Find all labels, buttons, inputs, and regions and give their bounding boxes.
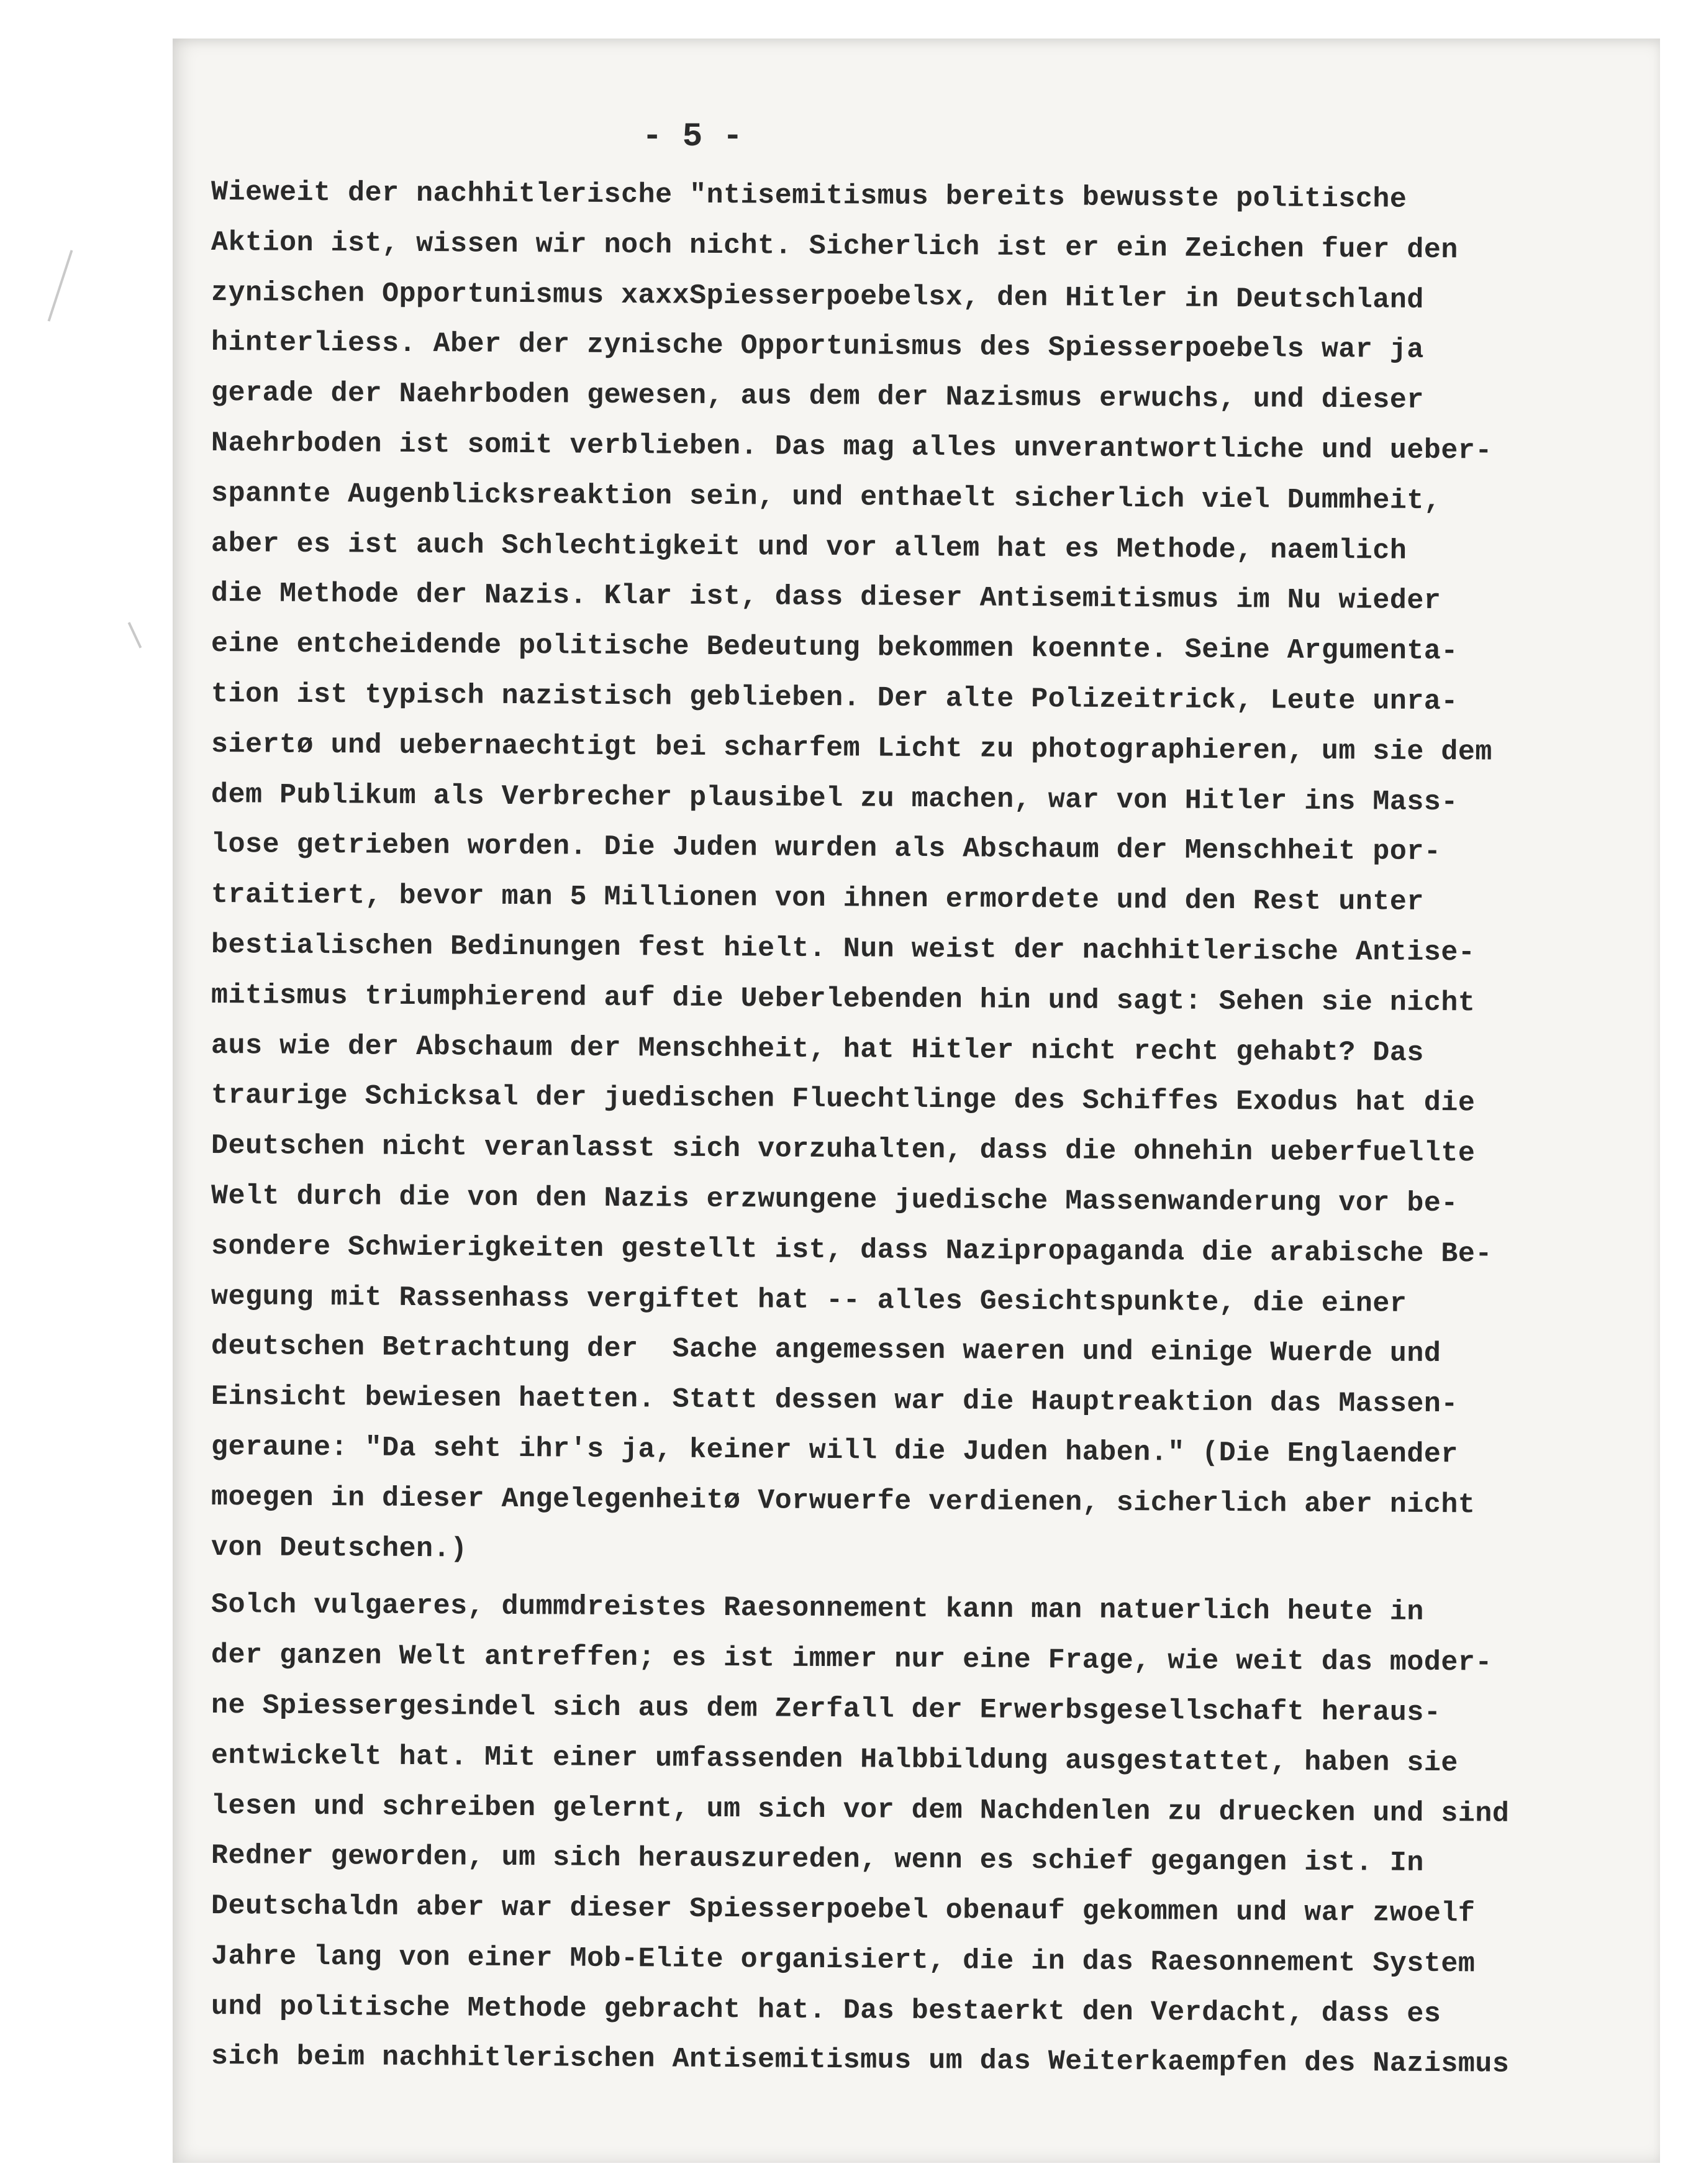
text-line: Redner geworden, um sich herauszureden, wenn es schief gegangen ist. In	[211, 1840, 1424, 1880]
margin-mark	[128, 622, 142, 648]
text-line: moegen in dieser Angelegenheitø Vorwuerfe verdienen, sicherlich aber nicht	[211, 1481, 1476, 1521]
text-line: siertø und uebernaechtigt bei scharfem Licht zu photographieren, um sie dem	[211, 728, 1492, 768]
text-line: entwickelt hat. Mit einer umfassenden Halbbildung ausgestattet, haben sie	[211, 1739, 1458, 1779]
text-line: der ganzen Welt antreffen; es ist immer nur eine Frage, wie weit das moder-	[211, 1639, 1492, 1679]
text-line: Welt durch die von den Nazis erzwungene juedische Massenwanderung vor be-	[211, 1180, 1458, 1220]
page-number: - 5 -	[642, 118, 743, 156]
text-line: deutschen Betrachtung der Sache angemessen waeren und einige Wuerde und	[211, 1331, 1441, 1370]
text-line: zynischen Opportunismus xaxxSpiesserpoebelsx, den Hitler in Deutschland	[211, 276, 1424, 316]
text-line: ne Spiessergesindel sich aus dem Zerfall der Erwerbsgesellschaft heraus-	[211, 1689, 1441, 1729]
text-line: lesen und schreiben gelernt, um sich vor dem Nachdenlen zu druecken und sind	[211, 1790, 1510, 1830]
text-line: von Deutschen.)	[211, 1531, 468, 1565]
text-line: geraune: "Da seht ihr's ja, keiner will die Juden haben." (Die Englaender	[211, 1431, 1458, 1471]
text-line: aus wie der Abschaum der Menschheit, hat Hitler nicht recht gehabt? Das	[211, 1029, 1424, 1069]
text-line: Jahre lang von einer Mob-Elite organisiert, die in das Raesonnement System	[211, 1940, 1476, 1980]
text-line: aber es ist auch Schlechtigkeit und vor allem hat es Methode, naemlich	[211, 527, 1407, 567]
text-line: Naehrboden ist somit verblieben. Das mag alles unverantwortliche und ueber-	[211, 427, 1492, 467]
text-line: traurige Schicksal der juedischen Fluechtlinge des Schiffes Exodus hat die	[211, 1080, 1476, 1119]
text-line: sich beim nachhitlerischen Antisemitismus um das Weiterkaempfen des Nazismus	[211, 2041, 1510, 2081]
text-line: die Methode der Nazis. Klar ist, dass dieser Antisemitismus im Nu wieder	[211, 578, 1441, 617]
text-line: dem Publikum als Verbrecher plausibel zu machen, war von Hitler ins Mass-	[211, 778, 1458, 818]
paragraph	[211, 168, 1621, 1573]
text-line: wegung mit Rassenhass vergiftet hat -- alles Gesichtspunkte, die einer	[211, 1280, 1407, 1320]
text-line: Aktion ist, wissen wir noch nicht. Sicherlich ist er ein Zeichen fuer den	[211, 226, 1458, 266]
text-line: spannte Augenblicksreaktion sein, und enthaelt sicherlich viel Dummheit,	[211, 477, 1441, 517]
text-line: sondere Schwierigkeiten gestellt ist, dass Nazipropaganda die arabische Be-	[211, 1230, 1492, 1270]
text-line: Solch vulgaeres, dummdreistes Raesonnement kann man natuerlich heute in	[211, 1589, 1424, 1629]
text-line: mitismus triumphierend auf die Ueberlebenden hin und sagt: Sehen sie nicht	[211, 979, 1476, 1019]
text-line: eine entcheidende politische Bedeutung bekommen koennte. Seine Argumenta-	[211, 628, 1458, 668]
text-line: Deutschen nicht veranlasst sich vorzuhalten, dass die ohnehin ueberfuellte	[211, 1130, 1476, 1170]
text-line: bestialischen Bedinungen fest hielt. Nun weist der nachhitlerische Antise-	[211, 929, 1476, 969]
text-line: hinterliess. Aber der zynische Opportunismus des Spiesserpoebels war ja	[211, 327, 1424, 366]
text-line: und politische Methode gebracht hat. Das bestaerkt den Verdacht, dass es	[211, 1990, 1441, 2030]
text-line: traitiert, bevor man 5 Millionen von ihnen ermordete und den Rest unter	[211, 879, 1424, 919]
text-line: Einsicht bewiesen haetten. Statt dessen war die Hauptreaktion das Massen-	[211, 1381, 1458, 1421]
paragraph	[211, 1580, 1621, 2082]
text-line: gerade der Naehrboden gewesen, aus dem der Nazismus erwuchs, und dieser	[211, 377, 1424, 417]
text-line: Deutschaldn aber war dieser Spiesserpoebel obenauf gekommen und war zwoelf	[211, 1890, 1476, 1930]
text-line: tion ist typisch nazistisch geblieben. Der alte Polizeitrick, Leute unra-	[211, 678, 1458, 718]
typewritten-text	[211, 168, 1621, 2090]
left-edge-crease	[48, 250, 73, 321]
text-line: lose getrieben worden. Die Juden wurden als Abschaum der Menschheit por-	[211, 829, 1441, 868]
text-line: Wieweit der nachhitlerische "ntisemitismus bereits bewusste politische	[211, 176, 1407, 216]
